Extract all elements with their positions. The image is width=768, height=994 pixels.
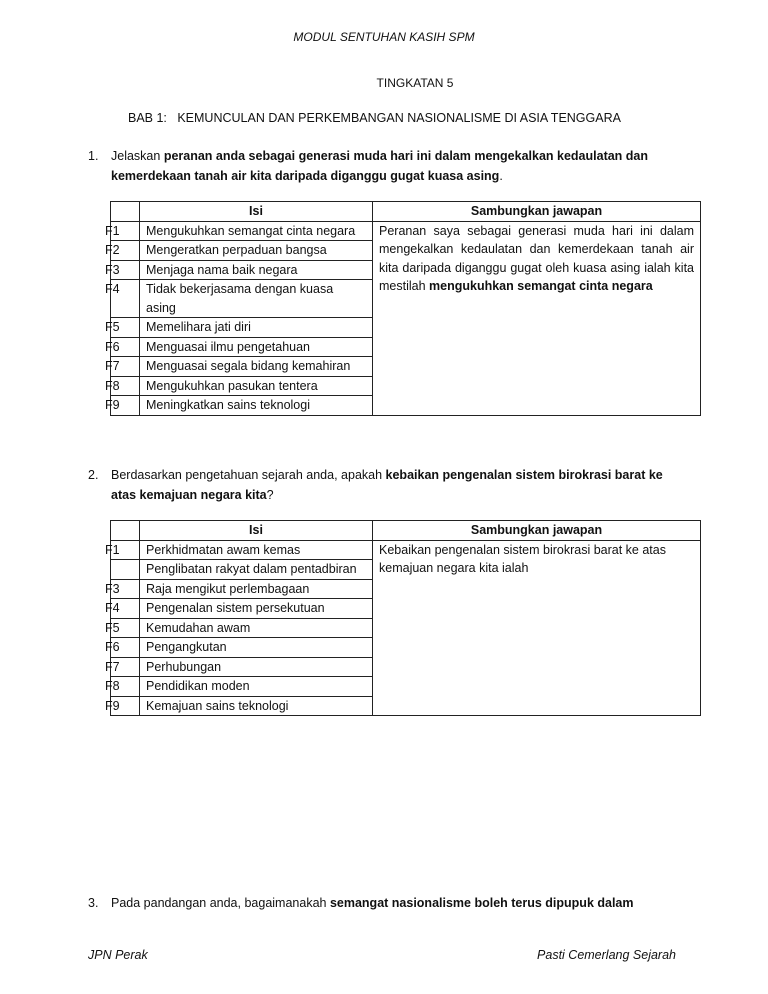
row-text: Memelihara jati diri [140, 318, 373, 338]
row-code: F9 [111, 396, 140, 416]
answer-cell [373, 540, 701, 716]
row-text: Meningkatkan sains teknologi [140, 396, 373, 416]
question-suffix: . [499, 169, 503, 183]
row-text: Mengukuhkan semangat cinta negara [140, 221, 373, 241]
header-code [111, 521, 140, 541]
row-text: Penglibatan rakyat dalam pentadbiran [140, 560, 373, 580]
row-code: F8 [111, 677, 140, 697]
answer-plain: Peranan saya sebagai generasi muda hari ini dalam mengekalkan kedaulatan dan kemerdekaan tanah air kita daripada diganggu gugat oleh kuasa asing ialah kita mestilah [379, 223, 694, 293]
row-code: F7 [111, 657, 140, 677]
module-header: MODUL SENTUHAN KASIH SPM [293, 30, 475, 44]
row-text: Pendidikan moden [140, 677, 373, 697]
row-code: F7 [111, 357, 140, 377]
header-code [111, 202, 140, 222]
row-code: F3 [111, 579, 140, 599]
question-emphasis: semangat nasionalisme boleh terus dipupuk dalam [329, 896, 634, 910]
question-2 [88, 465, 688, 505]
row-code: F6 [111, 638, 140, 658]
question-emphasis: kebaikan pengenalan sistem birokrasi barat ke atas kemajuan negara kita [111, 468, 663, 502]
header-jawapan: Sambungkan jawapan [373, 202, 701, 222]
question-number: 3. [88, 896, 99, 910]
row-code: F6 [111, 337, 140, 357]
answer-plain: Kebaikan pengenalan sistem birokrasi barat ke atas kemajuan negara kita ialah [379, 542, 666, 575]
question-number: 2. [88, 468, 99, 482]
row-code: F1 [111, 221, 140, 241]
row-text: Menguasai segala bidang kemahiran [140, 357, 373, 377]
question-suffix: ? [266, 488, 274, 502]
table-header-row [111, 202, 701, 222]
question-text [88, 465, 688, 505]
question-number: 1. [88, 149, 99, 163]
answer-cell [373, 221, 701, 415]
question-prefix: Jelaskan [111, 149, 164, 163]
row-text: Menjaga nama baik negara [140, 260, 373, 280]
row-text: Mengukuhkan pasukan tentera [140, 376, 373, 396]
answer-bold: mengukuhkan semangat cinta negara [429, 279, 653, 293]
answer-table-2 [105, 520, 701, 716]
question-prefix: Berdasarkan pengetahuan sejarah anda, apakah [111, 468, 386, 482]
header-isi: Isi [140, 521, 373, 541]
row-code: F4 [111, 280, 140, 318]
row-text: Kemajuan sains teknologi [140, 696, 373, 716]
row-code: F5 [111, 318, 140, 338]
table-header-row [111, 521, 701, 541]
row-text: Kemudahan awam [140, 618, 373, 638]
row-code [111, 560, 140, 580]
question-3 [88, 893, 708, 913]
table-row [111, 540, 701, 560]
row-text: Pengangkutan [140, 638, 373, 658]
row-code: F5 [111, 618, 140, 638]
answer-table-1 [105, 201, 701, 416]
row-text: Raja mengikut perlembagaan [140, 579, 373, 599]
footer-left: JPN Perak [88, 948, 148, 962]
question-1 [88, 146, 688, 186]
row-text: Pengenalan sistem persekutuan [140, 599, 373, 619]
row-text: Mengeratkan perpaduan bangsa [140, 241, 373, 261]
row-text: Tidak bekerjasama dengan kuasa asing [140, 280, 373, 318]
chapter-title: BAB 1: KEMUNCULAN DAN PERKEMBANGAN NASIONALISME DI ASIA TENGGARA [128, 111, 621, 125]
row-code: F1 [111, 540, 140, 560]
row-code: F8 [111, 376, 140, 396]
question-emphasis: peranan anda sebagai generasi muda hari ini dalam mengekalkan kedaulatan dan kemerdekaan tanah air kita daripada diganggu gugat kuasa asing [111, 149, 649, 183]
header-jawapan: Sambungkan jawapan [373, 521, 701, 541]
table-row [111, 221, 701, 241]
row-text: Perkhidmatan awam kemas [140, 540, 373, 560]
row-code: F4 [111, 599, 140, 619]
question-prefix: Pada pandangan anda, bagaimanakah [111, 896, 330, 910]
row-text: Menguasai ilmu pengetahuan [140, 337, 373, 357]
question-text [88, 146, 688, 186]
header-isi: Isi [140, 202, 373, 222]
footer-right: Pasti Cemerlang Sejarah [537, 948, 676, 962]
row-code: F3 [111, 260, 140, 280]
row-text: Perhubungan [140, 657, 373, 677]
row-code: F2 [111, 241, 140, 261]
row-code: F9 [111, 696, 140, 716]
level-title: TINGKATAN 5 [376, 76, 454, 90]
question-text [88, 893, 708, 913]
